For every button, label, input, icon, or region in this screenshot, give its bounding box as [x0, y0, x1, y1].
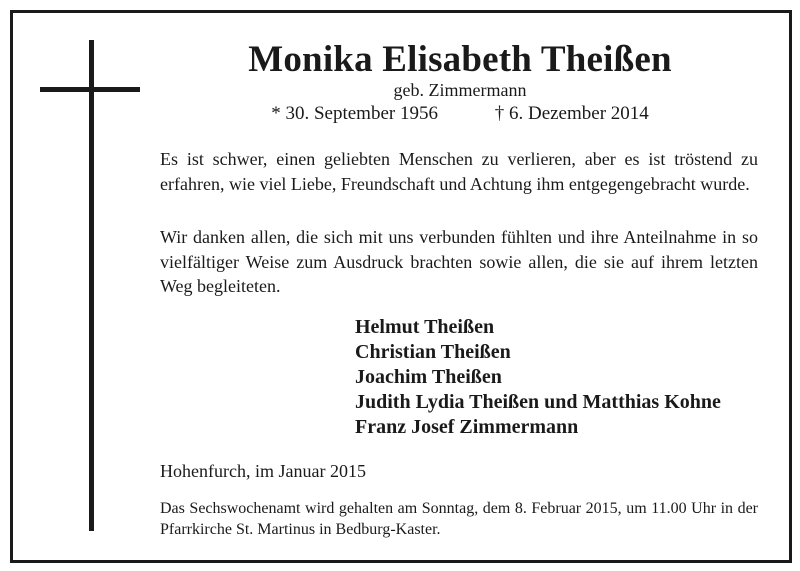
- service-note: Das Sechswochenamt wird gehalten am Sonntag, dem 8. Februar 2015, um 11.00 Uhr in der Pfarrkirche St. Martinus in Bedburg-Kaster.: [160, 500, 758, 538]
- signers-list: [355, 315, 721, 440]
- place-and-date: Hohenfurch, im Januar 2015: [160, 461, 366, 481]
- signer-name: Joachim Theißen: [355, 366, 502, 388]
- deceased-name: Monika Elisabeth Theißen: [248, 39, 672, 80]
- condolence-paragraph: Es ist schwer, einen geliebten Menschen zu verlieren, aber es ist tröstend zu erfahren, wie viel Liebe, Freundschaft und Achtung ihm entgegengebracht wurde.: [160, 149, 758, 194]
- life-dates: [160, 103, 760, 125]
- signer-name: Franz Josef Zimmermann: [355, 416, 579, 438]
- signer-name: Christian Theißen: [355, 341, 511, 363]
- birth-date: * 30. September 1956: [271, 103, 438, 124]
- death-date: † 6. Dezember 2014: [494, 103, 649, 124]
- maiden-name: geb. Zimmermann: [393, 80, 527, 100]
- cross-horizontal-bar: [40, 87, 140, 92]
- signer-name: Judith Lydia Theißen und Matthias Kohne: [355, 391, 721, 413]
- signer-name: Helmut Theißen: [355, 316, 495, 338]
- thanks-paragraph: Wir danken allen, die sich mit uns verbunden fühlten und ihre Anteilnahme in so vielfältiger Weise zum Ausdruck brachten sowie allen, die sie auf ihrem letzten Weg begleiteten.: [160, 227, 758, 296]
- cross-vertical-bar: [89, 40, 94, 531]
